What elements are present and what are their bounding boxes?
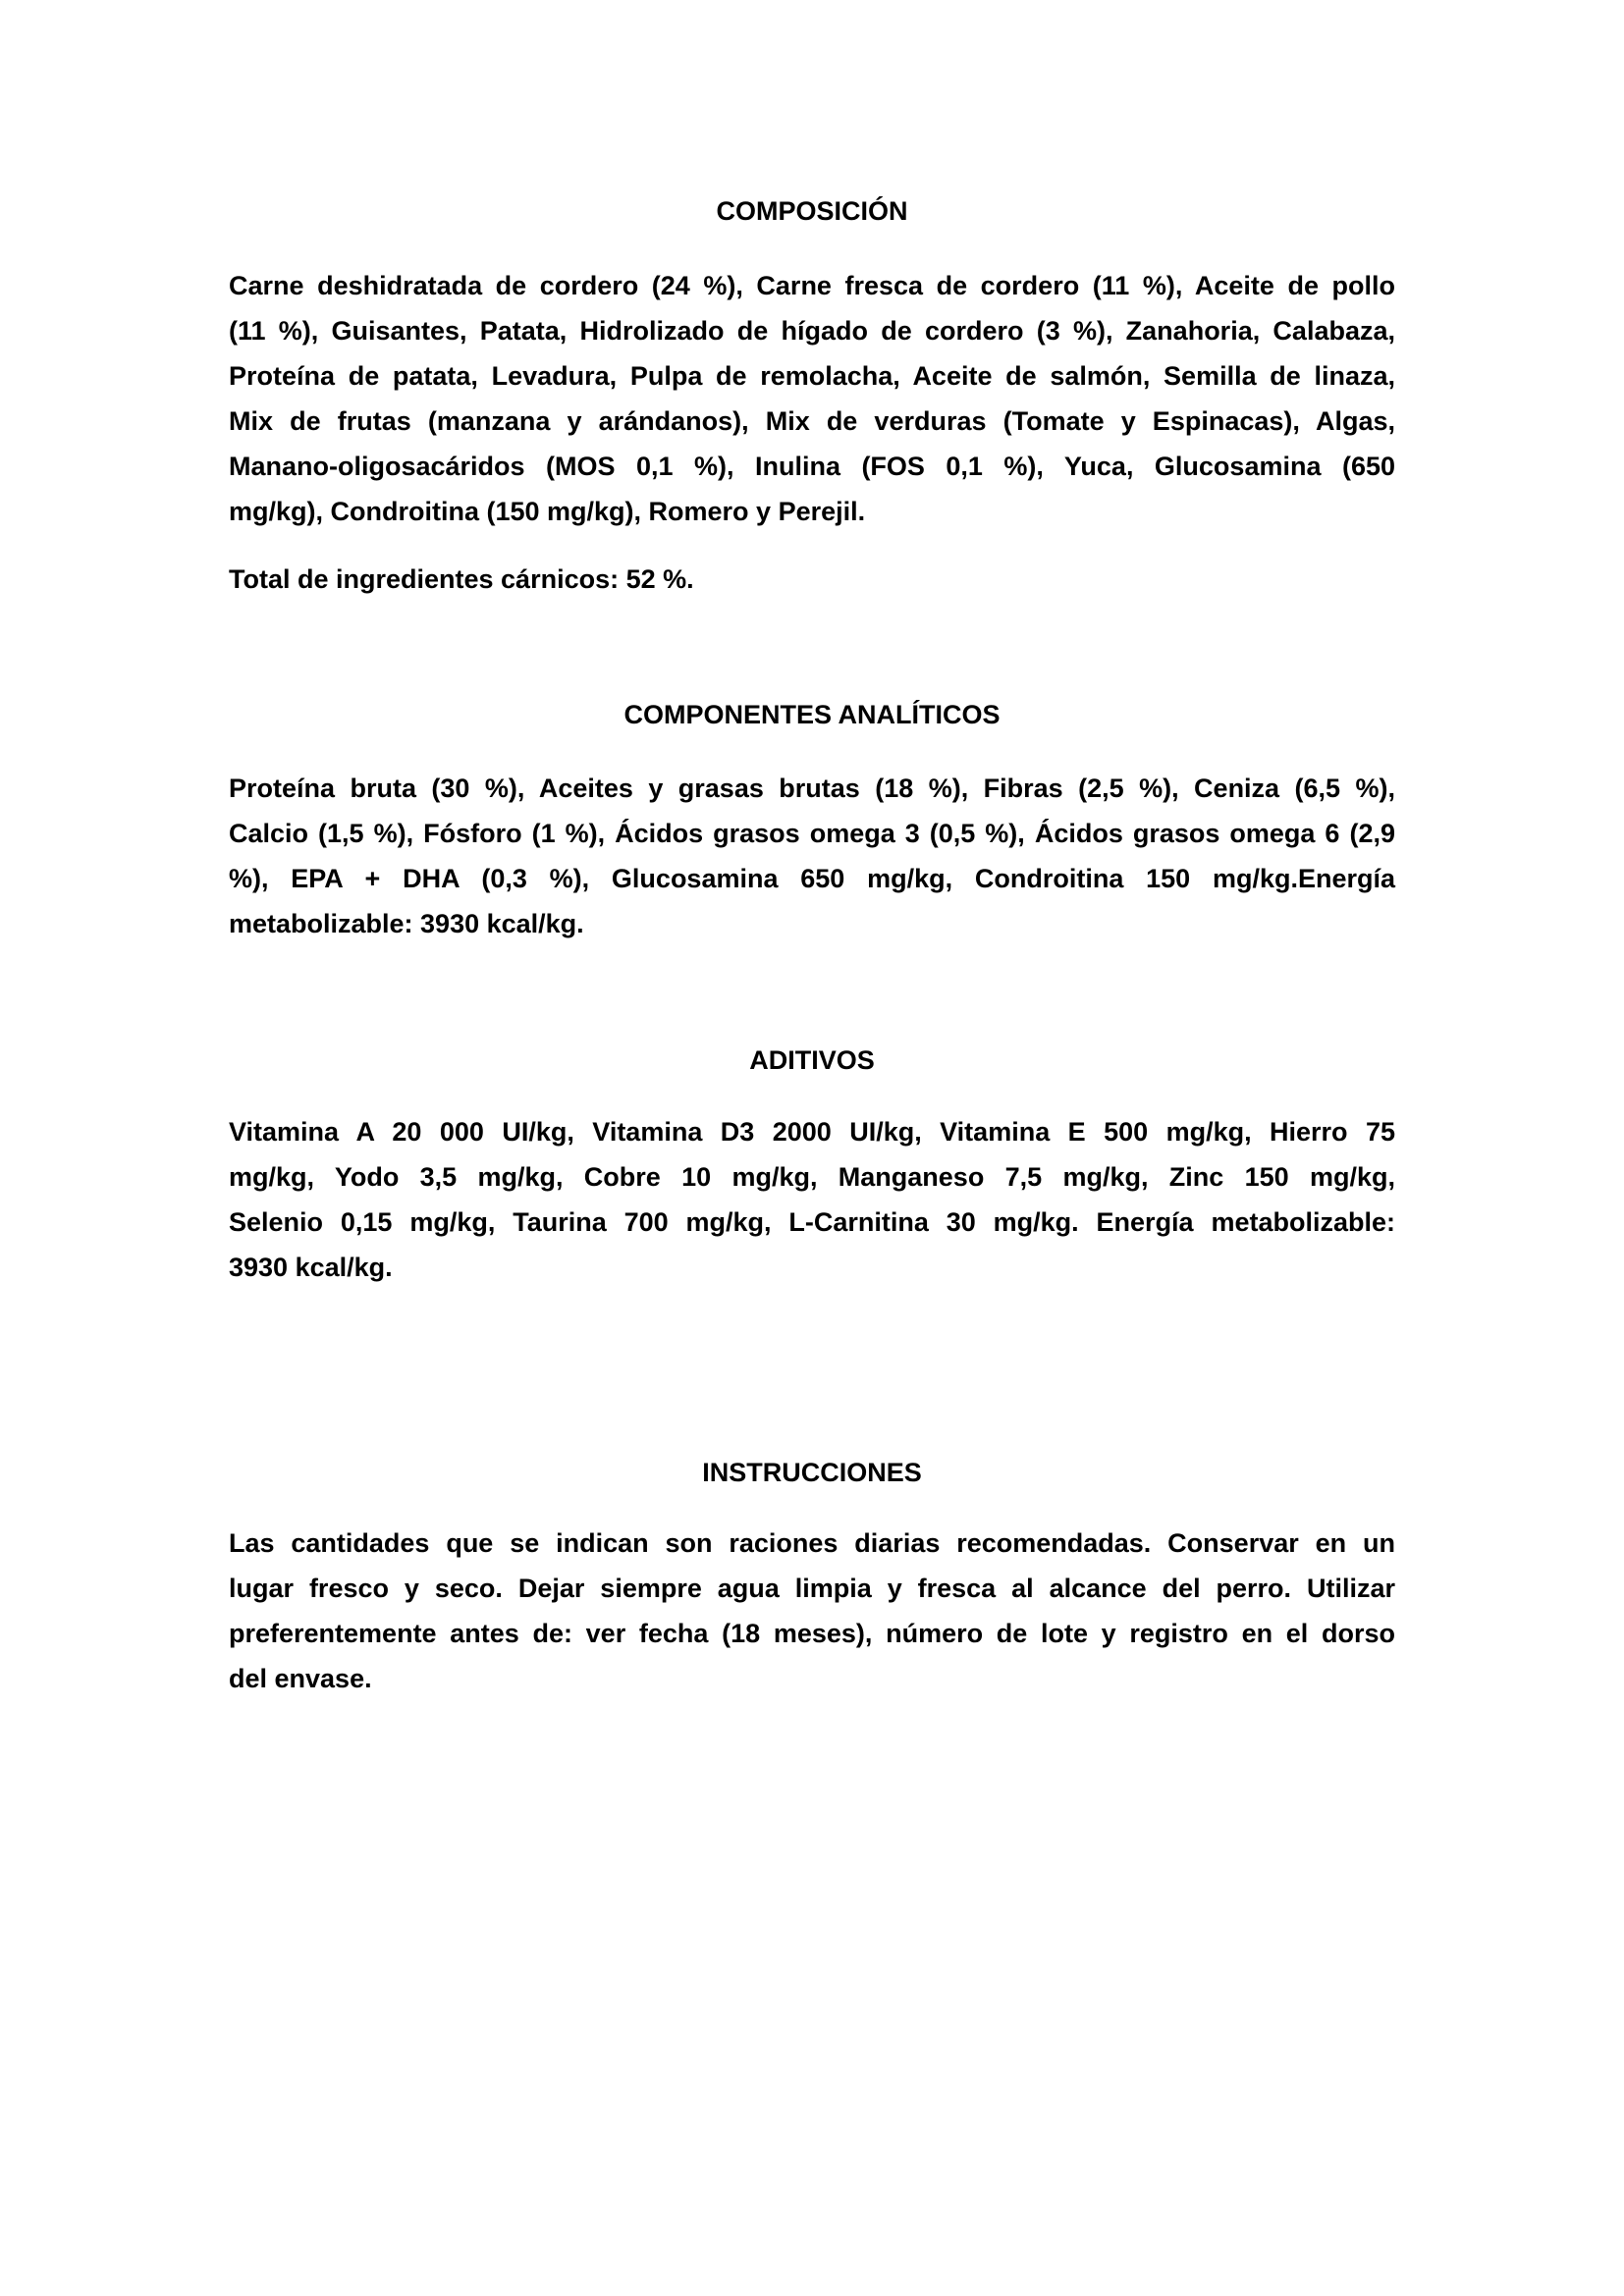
section-aditivos <box>229 1038 1395 1290</box>
section-heading-componentes-analiticos: COMPONENTES ANALÍTICOS <box>623 700 1001 729</box>
paragraph-line: Carne deshidratada de cordero (24 %), Carne fresca de cordero (11 %), Aceite de pollo <box>229 271 1395 300</box>
paragraph-line: Proteína bruta (30 %), Aceites y grasas brutas (18 %), Fibras (2,5 %), Ceniza (6,5 %), <box>229 774 1395 803</box>
total-meat-ingredients-line <box>229 557 1395 602</box>
composition-paragraph <box>229 263 1395 534</box>
paragraph-line: Calcio (1,5 %), Fósforo (1 %), Ácidos grasos omega 3 (0,5 %), Ácidos grasos omega 6 (2,9 <box>229 819 1395 848</box>
paragraph-line: mg/kg, Yodo 3,5 mg/kg, Cobre 10 mg/kg, Manganeso 7,5 mg/kg, Zinc 150 mg/kg, <box>229 1162 1395 1192</box>
section-heading-composicion: COMPOSICIÓN <box>716 196 908 226</box>
paragraph-line: Vitamina A 20 000 UI/kg, Vitamina D3 2000 UI/kg, Vitamina E 500 mg/kg, Hierro 75 <box>229 1117 1395 1147</box>
paragraph-line: metabolizable: 3930 kcal/kg. <box>229 909 584 938</box>
section-heading-instrucciones: INSTRUCCIONES <box>702 1458 922 1487</box>
paragraph-line: del envase. <box>229 1664 372 1693</box>
section-composicion <box>229 188 1395 602</box>
instructions-paragraph <box>229 1521 1395 1701</box>
paragraph-line: %), EPA + DHA (0,3 %), Glucosamina 650 mg/kg, Condroitina 150 mg/kg.Energía <box>229 864 1395 893</box>
paragraph-line: lugar fresco y seco. Dejar siempre agua limpia y fresca al alcance del perro. Utilizar <box>229 1574 1395 1603</box>
paragraph-line: mg/kg), Condroitina (150 mg/kg), Romero y Perejil. <box>229 497 866 526</box>
paragraph-line: Manano-oligosacáridos (MOS 0,1 %), Inulina (FOS 0,1 %), Yuca, Glucosamina (650 <box>229 452 1395 481</box>
paragraph-line: Total de ingredientes cárnicos: 52 %. <box>229 564 694 594</box>
section-instrucciones <box>229 1450 1395 1701</box>
paragraph-line: Selenio 0,15 mg/kg, Taurina 700 mg/kg, L-Carnitina 30 mg/kg. Energía metabolizable: <box>229 1207 1395 1237</box>
additives-paragraph <box>229 1109 1395 1290</box>
analytical-components-paragraph <box>229 766 1395 946</box>
section-heading-aditivos: ADITIVOS <box>749 1045 875 1075</box>
paragraph-line: Mix de frutas (manzana y arándanos), Mix de verduras (Tomate y Espinacas), Algas, <box>229 406 1395 436</box>
section-componentes-analiticos <box>229 692 1395 946</box>
paragraph-line: Proteína de patata, Levadura, Pulpa de remolacha, Aceite de salmón, Semilla de linaza, <box>229 361 1395 391</box>
paragraph-line: (11 %), Guisantes, Patata, Hidrolizado de hígado de cordero (3 %), Zanahoria, Calabaza, <box>229 316 1395 346</box>
paragraph-line: 3930 kcal/kg. <box>229 1253 393 1282</box>
paragraph-line: Las cantidades que se indican son raciones diarias recomendadas. Conservar en un <box>229 1528 1395 1558</box>
paragraph-line: preferentemente antes de: ver fecha (18 meses), número de lote y registro en el dorso <box>229 1619 1395 1648</box>
